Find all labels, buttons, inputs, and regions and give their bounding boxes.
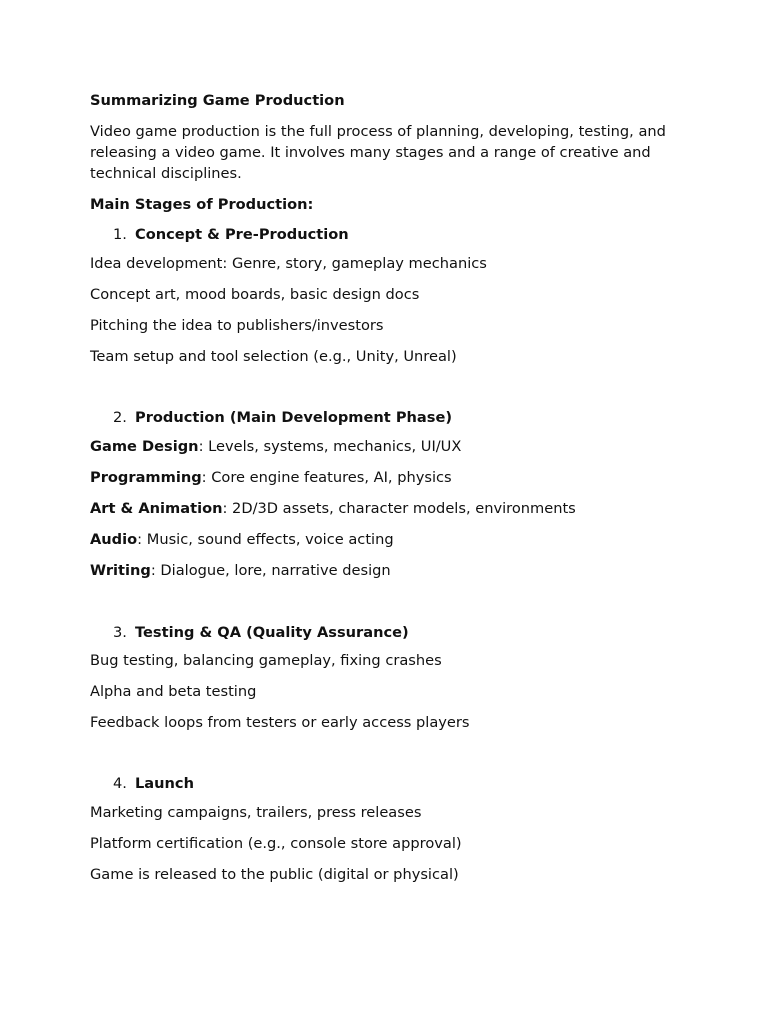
stages-heading: Main Stages of Production: [90, 196, 314, 214]
intro-paragraph: Video game production is the full process of planning, developing, testing, and releasing a video game. It involves many stages and a range of creative and technical disciplines. [90, 123, 666, 182]
list-item: Programming: Core engine features, AI, physics [90, 468, 452, 486]
list-item: Audio: Music, sound effects, voice acting [90, 531, 394, 549]
item-term: Programming [90, 468, 202, 486]
item-term: Writing [90, 562, 151, 580]
stage-heading [90, 409, 678, 426]
list-item: Platform certification (e.g., console store approval) [90, 834, 462, 852]
stage-title: Production (Main Development Phase) [135, 409, 453, 427]
item-term: Game Design [90, 437, 199, 455]
list-item: Team setup and tool selection (e.g., Unity, Unreal) [90, 348, 457, 366]
list-item: Idea development: Genre, story, gameplay mechanics [90, 254, 487, 272]
stage-heading [90, 775, 678, 792]
list-item: Game Design: Levels, systems, mechanics, UI/UX [90, 437, 462, 455]
stage-number: 3. [113, 623, 127, 641]
stage-heading [90, 226, 678, 243]
list-item: Feedback loops from testers or early access players [90, 714, 470, 732]
list-item: Art & Animation: 2D/3D assets, character models, environments [90, 500, 576, 518]
item-term: Audio [90, 531, 138, 549]
item-term: Art & Animation [90, 500, 223, 518]
list-item: Writing: Dialogue, lore, narrative design [90, 562, 391, 580]
stage-3 [90, 624, 678, 734]
stage-2 [90, 409, 678, 582]
list-item: Bug testing, balancing gameplay, fixing crashes [90, 651, 442, 669]
stage-title: Concept & Pre-Production [135, 226, 349, 244]
list-item: Concept art, mood boards, basic design docs [90, 285, 420, 303]
stage-title: Launch [135, 775, 194, 793]
list-item: Pitching the idea to publishers/investors [90, 317, 384, 335]
list-item: Marketing campaigns, trailers, press releases [90, 803, 422, 821]
list-item: Game is released to the public (digital or physical) [90, 865, 459, 883]
stage-1 [90, 226, 678, 367]
document-title: Summarizing Game Production [90, 92, 345, 109]
stage-number: 4. [113, 775, 127, 793]
list-item: Alpha and beta testing [90, 683, 257, 700]
stage-heading [90, 624, 678, 641]
stage-title: Testing & QA (Quality Assurance) [135, 623, 409, 641]
stage-number: 2. [113, 409, 127, 427]
stage-4 [90, 775, 678, 885]
stage-number: 1. [113, 226, 127, 244]
